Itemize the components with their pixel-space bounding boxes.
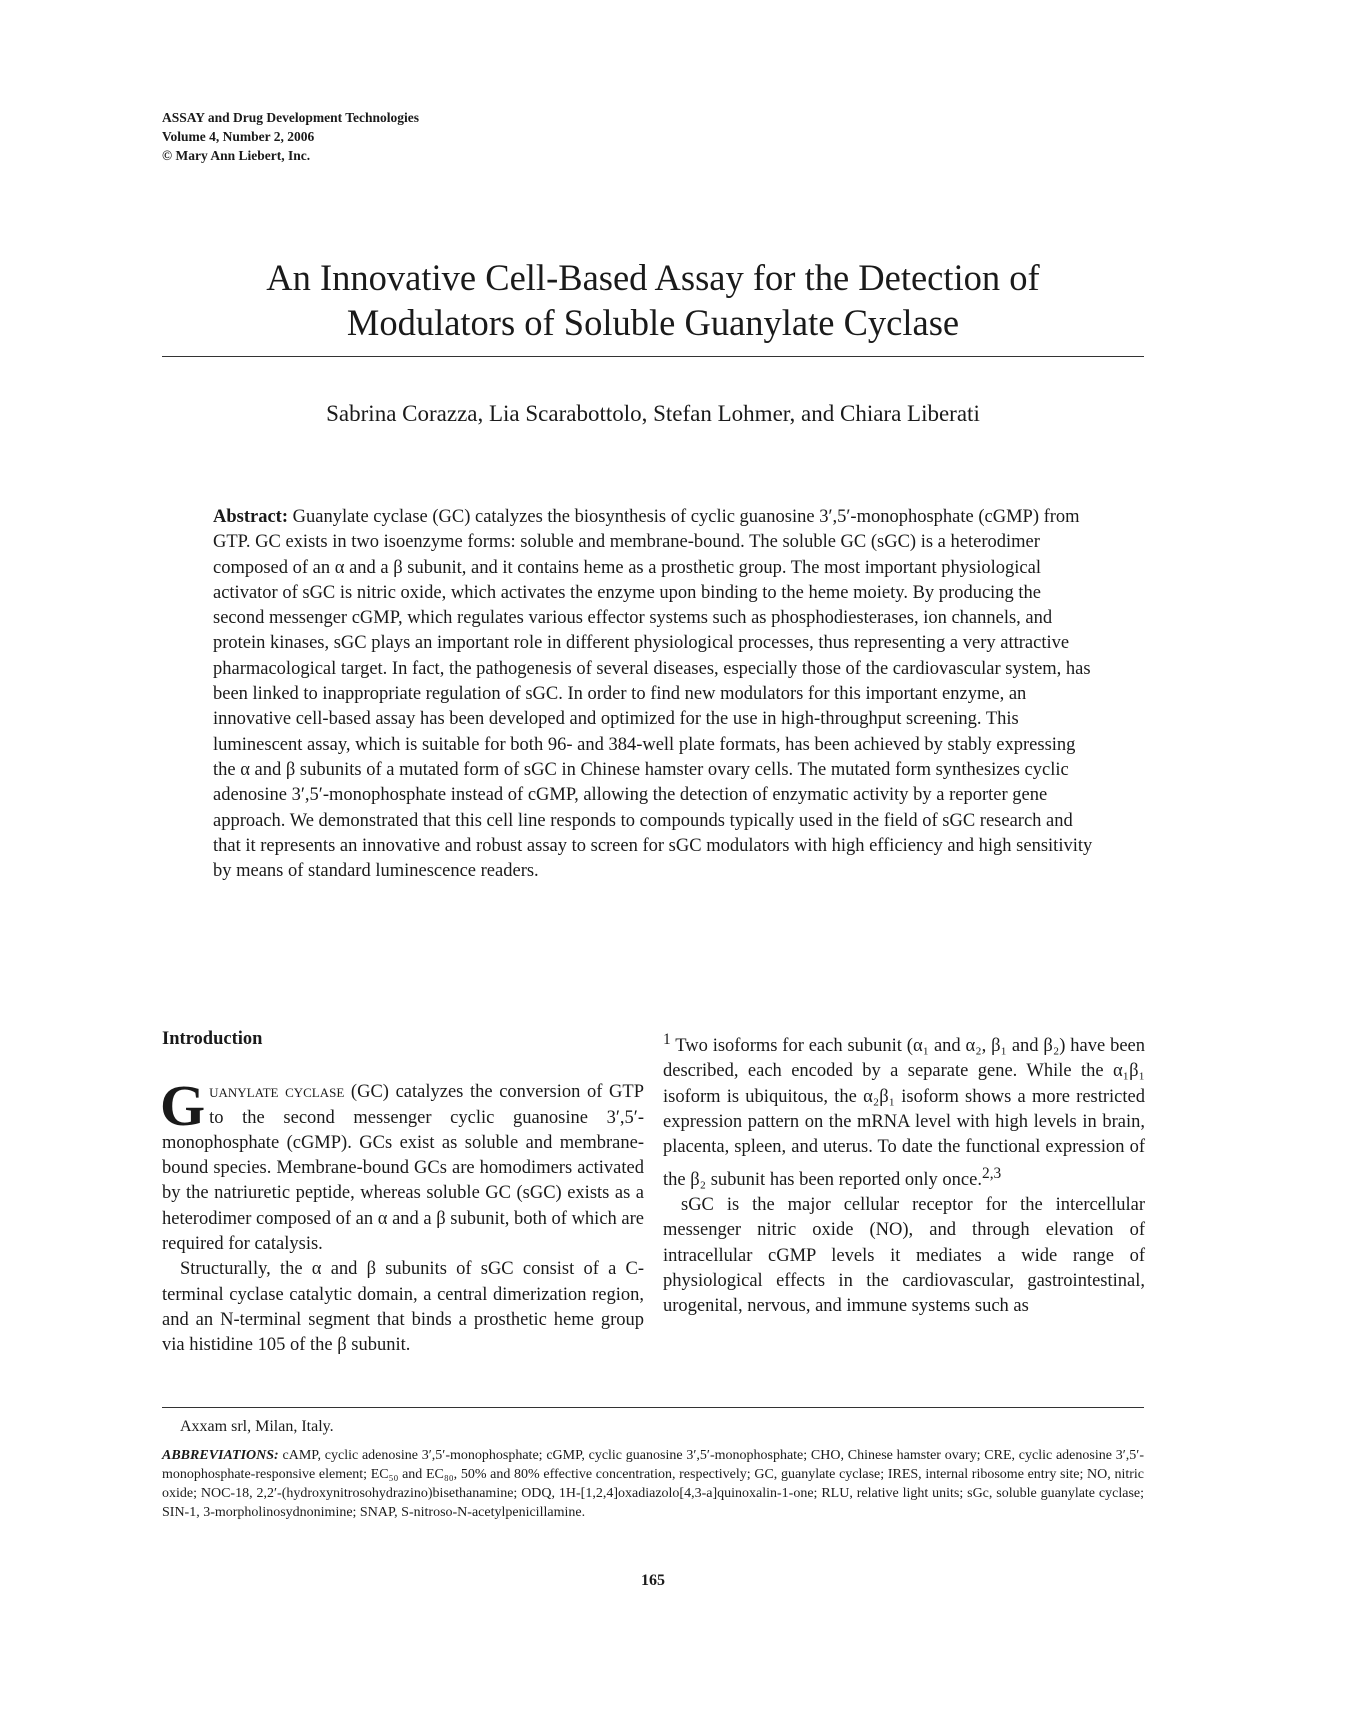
citation-ref: 1: [663, 1031, 671, 1048]
drop-cap: G: [160, 1073, 206, 1139]
journal-volume: Volume 4, Number 2, 2006: [162, 129, 315, 144]
intro-paragraph-3: sGC is the major cellular receptor for the intercellular messenger nitric oxide (NO), and through elevation of intracellular cGMP levels it mediates a wide range of physiological effects in the cardiovascular, gastrointestinal, urogenital, nervous, and immune systems such as: [663, 1195, 1145, 1317]
title-rule: [162, 356, 1144, 357]
intro-p2-cont: Two isoforms for each subunit (α₁ and α₂, β₁ and β₂) have been described, each encoded by a separate gene. While the α₁β₁ isoform is ubiquitous, the α₂β₁ isoform shows a more restricted expression pattern on the mRNA level with high levels in brain, placenta, spleen, and uterus. To date the functional expression of the β₂ subunit has been reported only once.: [663, 1036, 1145, 1190]
abbreviations-label: ABBREVIATIONS:: [162, 1448, 279, 1463]
intro-paragraph-1: [160, 1073, 644, 1257]
intro-paragraph-2: Structurally, the α and β subunits of sGC consist of a C-terminal cyclase catalytic domain, a central dimerization region, and an N-terminal segment that binds a prosthetic heme group via histidine 105 of the β subunit.: [162, 1259, 644, 1356]
journal-header: [162, 108, 419, 165]
page-number: 165: [641, 1572, 665, 1589]
right-column: [663, 1027, 1145, 1320]
author-list: Sabrina Corazza, Lia Scarabottolo, Stefan Lohmer, and Chiara Liberati: [326, 401, 980, 426]
section-heading-introduction: Introduction: [162, 1029, 263, 1049]
citation-ref: 2,3: [981, 1164, 1002, 1182]
abstract-label: Abstract:: [213, 507, 289, 527]
title-line-2: Modulators of Soluble Guanylate Cyclase: [346, 302, 960, 343]
intro-p1-text: (GC) catalyzes the conversion of GTP to the second messenger cyclic guanosine 3′,5′-monophosphate (cGMP). GCs exist as soluble and membrane-bound species. Membrane-bound GCs are homodimers activated by the natriuretic peptide, whereas soluble GC (sGC) exists as a heterodimer composed of an α and a β subunit, both of which are required for catalysis.: [162, 1082, 644, 1255]
intro-smallcaps: uanylate cyclase: [209, 1082, 345, 1103]
footnote-rule: [162, 1407, 1144, 1408]
affiliation: Axxam srl, Milan, Italy.: [180, 1418, 334, 1435]
abstract: [213, 505, 1093, 884]
abbreviations: [162, 1446, 1144, 1522]
article-title: [162, 255, 1144, 345]
title-line-1: An Innovative Cell-Based Assay for the Detection of: [266, 257, 1040, 298]
intro-paragraph-2-continued: [663, 1027, 1145, 1193]
abstract-text: Guanylate cyclase (GC) catalyzes the biosynthesis of cyclic guanosine 3′,5′-monophosphate (cGMP) from GTP. GC exists in two isoenzyme forms: soluble and membrane-bound. The soluble GC (sGC) is a heterodimer composed of an α and a β subunit, and it contains heme as a prosthetic group. The most important physiological activator of sGC is nitric oxide, which activates the enzyme upon binding to the heme moiety. By producing the second messenger cGMP, which regulates various effector systems such as phosphodiesterases, ion channels, and protein kinases, sGC plays an important role in different physiological processes, thus representing a very attractive pharmacological target. In fact, the pathogenesis of several diseases, especially those of the cardiovascular system, has been linked to inappropriate regulation of sGC. In order to find new modulators for this important enzyme, an innovative cell-based assay has been developed and optimized for the use in high-throughput screening. This luminescent assay, which is suitable for both 96- and 384-well plate formats, has been achieved by stably expressing the α and β subunits of a mutated form of sGC in Chinese hamster ovary cells. The mutated form synthesizes cyclic adenosine 3′,5′-monophosphate instead of cGMP, allowing the detection of enzymatic activity by a reporter gene approach. We demonstrated that this cell line responds to compounds typically used in the field of sGC research and that it represents an innovative and robust assay to screen for sGC modulators with high efficiency and high sensitivity by means of standard luminescence readers.: [213, 507, 1093, 882]
journal-copyright: © Mary Ann Liebert, Inc.: [162, 148, 311, 163]
left-column: [162, 1027, 644, 1359]
abbreviations-text: cAMP, cyclic adenosine 3′,5′-monophosphate; cGMP, cyclic guanosine 3′,5′-monophosphate; CHO, Chinese hamster ovary; CRE, cyclic adenosine 3′,5′-monophosphate-responsive element; EC₅₀ and EC₈₀, 50% and 80% effective concentration, respectively; GC, guanylate cyclase; IRES, internal ribosome entry site; NO, nitric oxide; NOC-18, 2,2′-(hydroxynitrosohydrazino)bisethanamine; ODQ, 1H-[1,2,4]oxadiazolo[4,3-a]quinoxalin-1-one; RLU, relative light units; sGc, soluble guanylate cyclase; SIN-1, 3-morpholinosydnonimine; SNAP, S-nitroso-N-acetylpenicillamine.: [162, 1448, 1144, 1520]
journal-name: ASSAY and Drug Development Technologies: [162, 110, 420, 125]
